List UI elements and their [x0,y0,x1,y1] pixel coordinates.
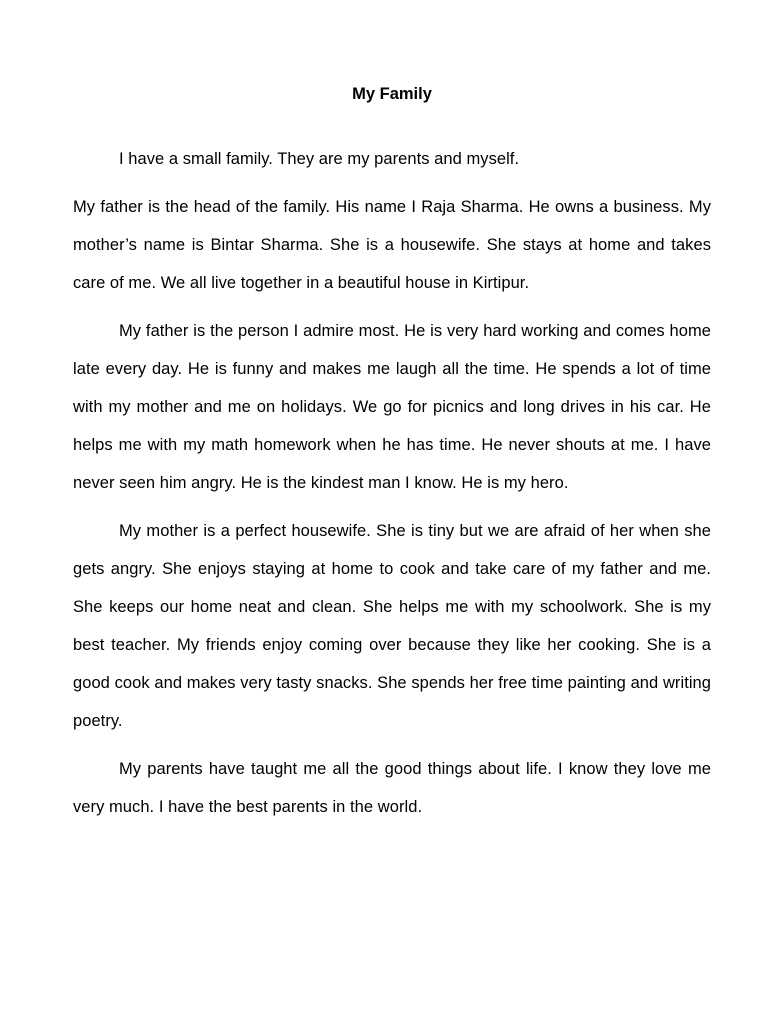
document-title: My Family [352,85,432,103]
document-page [73,80,711,836]
paragraph-intro: I have a small family. They are my parents and myself. [119,150,520,168]
paragraph-conclusion: My parents have taught me all the good things about life. I know they love me very much. I have the best parents in the world. [73,760,711,816]
paragraph-mother: My mother is a perfect housewife. She is tiny but we are afraid of her when she gets angry. She enjoys staying at home to cook and take care of my father and me. She keeps our home neat and clean. She helps me with my schoolwork. She is my best teacher. My friends enjoy coming over because they like her cooking. She is a good cook and makes very tasty snacks. She spends her free time painting and writing poetry. [73,522,711,730]
paragraph-father-intro: My father is the head of the family. His name I Raja Sharma. He owns a business. My mother’s name is Bintar Sharma. She is a housewife. She stays at home and takes care of me. We all live together in a beautiful house in Kirtipur. [73,198,711,292]
paragraph-father: My father is the person I admire most. He is very hard working and comes home late every day. He is funny and makes me laugh all the time. He spends a lot of time with my mother and me on holidays. We go for picnics and long drives in his car. He helps me with my math homework when he has time. He never shouts at me. I have never seen him angry. He is the kindest man I know. He is my hero. [73,322,711,492]
